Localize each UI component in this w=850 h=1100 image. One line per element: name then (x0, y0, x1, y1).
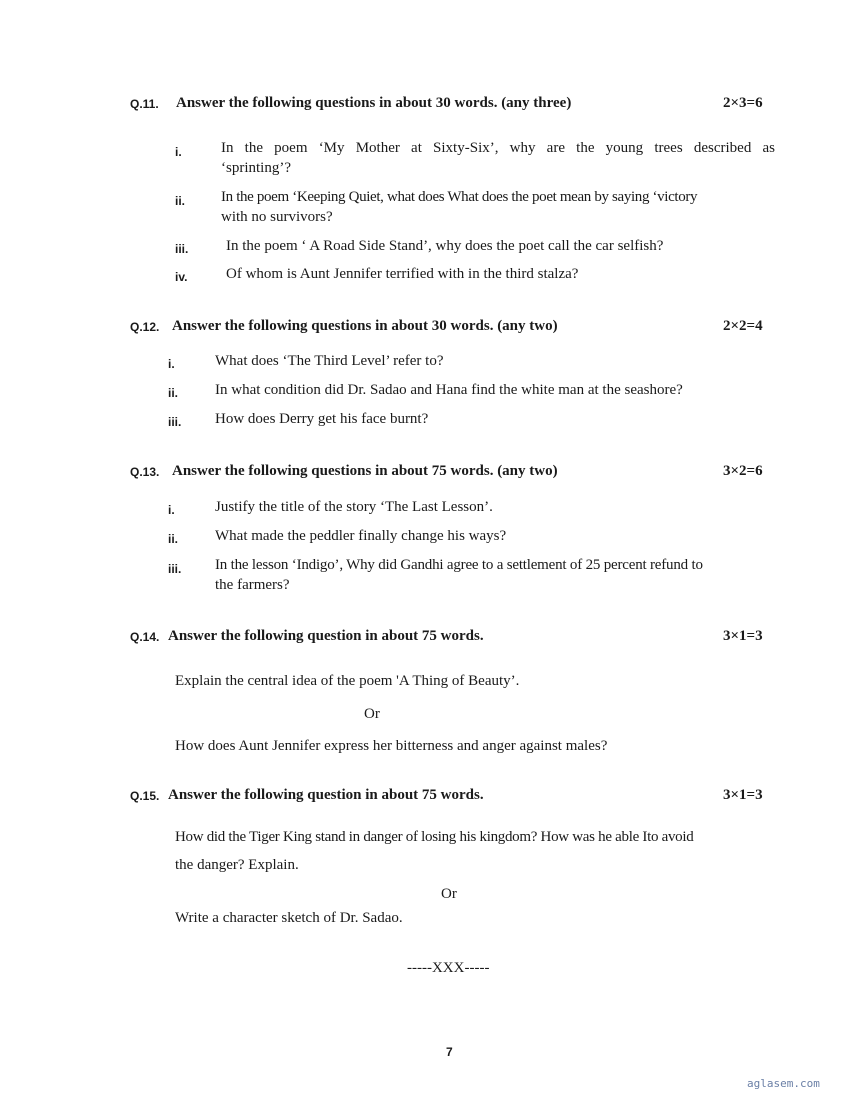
q11-number: Q.11. (130, 97, 159, 111)
q13-item-iii-line2: the farmers? (215, 577, 290, 593)
q11-item-ii-line1: In the poem ‘Keeping Quiet, what does What does the poet mean by saying ‘victory (221, 189, 698, 205)
q12-item-iii-text: How does Derry get his face burnt? (215, 411, 429, 427)
q11-item-i-line1: In the poem ‘My Mother at Sixty-Six’, why are the young trees described as (221, 140, 775, 156)
q12-prompt: Answer the following questions in about 30 words. (any two) (172, 318, 558, 334)
q13-item-i-text: Justify the title of the story ‘The Last Lesson’. (215, 499, 493, 515)
q14-number: Q.14. (130, 630, 160, 644)
q13-item-iii-numeral: iii. (168, 562, 182, 576)
q15-prompt: Answer the following question in about 75 words. (168, 787, 484, 803)
q11-item-ii-line2: with no survivors? (221, 209, 333, 225)
q12-item-ii-numeral: ii. (168, 386, 179, 400)
q13-marks: 3×2=6 (723, 463, 763, 479)
q15-option-a-line1: How did the Tiger King stand in danger of losing his kingdom? How was he able Ito avoid (175, 829, 694, 845)
q13-prompt: Answer the following questions in about 75 words. (any two) (172, 463, 558, 479)
q12-item-i-numeral: i. (168, 357, 175, 371)
q14-option-a: Explain the central idea of the poem 'A Thing of Beauty’. (175, 673, 520, 689)
q13-item-ii-numeral: ii. (168, 532, 179, 546)
q13-item-i-numeral: i. (168, 503, 175, 517)
page-number: 7 (446, 1045, 453, 1059)
q12-marks: 2×2=4 (723, 318, 763, 334)
q15-or-label: Or (441, 886, 457, 902)
q11-item-i-line2: ‘sprinting’? (221, 160, 291, 176)
q14-or-label: Or (364, 706, 380, 722)
q14-marks: 3×1=3 (723, 628, 763, 644)
q13-item-iii-line1: In the lesson ‘Indigo’, Why did Gandhi agree to a settlement of 25 percent refund to (215, 557, 703, 573)
q11-item-iii-text: In the poem ‘ A Road Side Stand’, why does the poet call the car selfish? (226, 238, 664, 254)
q12-item-iii-numeral: iii. (168, 415, 182, 429)
q15-marks: 3×1=3 (723, 787, 763, 803)
q15-option-b: Write a character sketch of Dr. Sadao. (175, 910, 403, 926)
q12-item-i-text: What does ‘The Third Level’ refer to? (215, 353, 444, 369)
q11-item-ii-numeral: ii. (175, 194, 186, 208)
q11-item-iv-text: Of whom is Aunt Jennifer terrified with in the third stalza? (226, 266, 579, 282)
q12-item-ii-text: In what condition did Dr. Sadao and Hana find the white man at the seashore? (215, 382, 683, 398)
end-marker: -----XXX----- (407, 960, 490, 976)
q13-item-ii-text: What made the peddler finally change his ways? (215, 528, 507, 544)
q15-option-a-line2: the danger? Explain. (175, 857, 299, 873)
watermark: aglasem.com (747, 1077, 820, 1090)
q12-number: Q.12. (130, 320, 160, 334)
q11-item-iii-numeral: iii. (175, 242, 189, 256)
q15-number: Q.15. (130, 789, 160, 803)
q11-item-i-numeral: i. (175, 145, 182, 159)
q11-prompt: Answer the following questions in about 30 words. (any three) (176, 95, 572, 111)
q11-marks: 2×3=6 (723, 95, 763, 111)
q11-item-iv-numeral: iv. (175, 270, 188, 284)
q14-option-b: How does Aunt Jennifer express her bitterness and anger against males? (175, 738, 608, 754)
q13-number: Q.13. (130, 465, 160, 479)
q14-prompt: Answer the following question in about 75 words. (168, 628, 484, 644)
